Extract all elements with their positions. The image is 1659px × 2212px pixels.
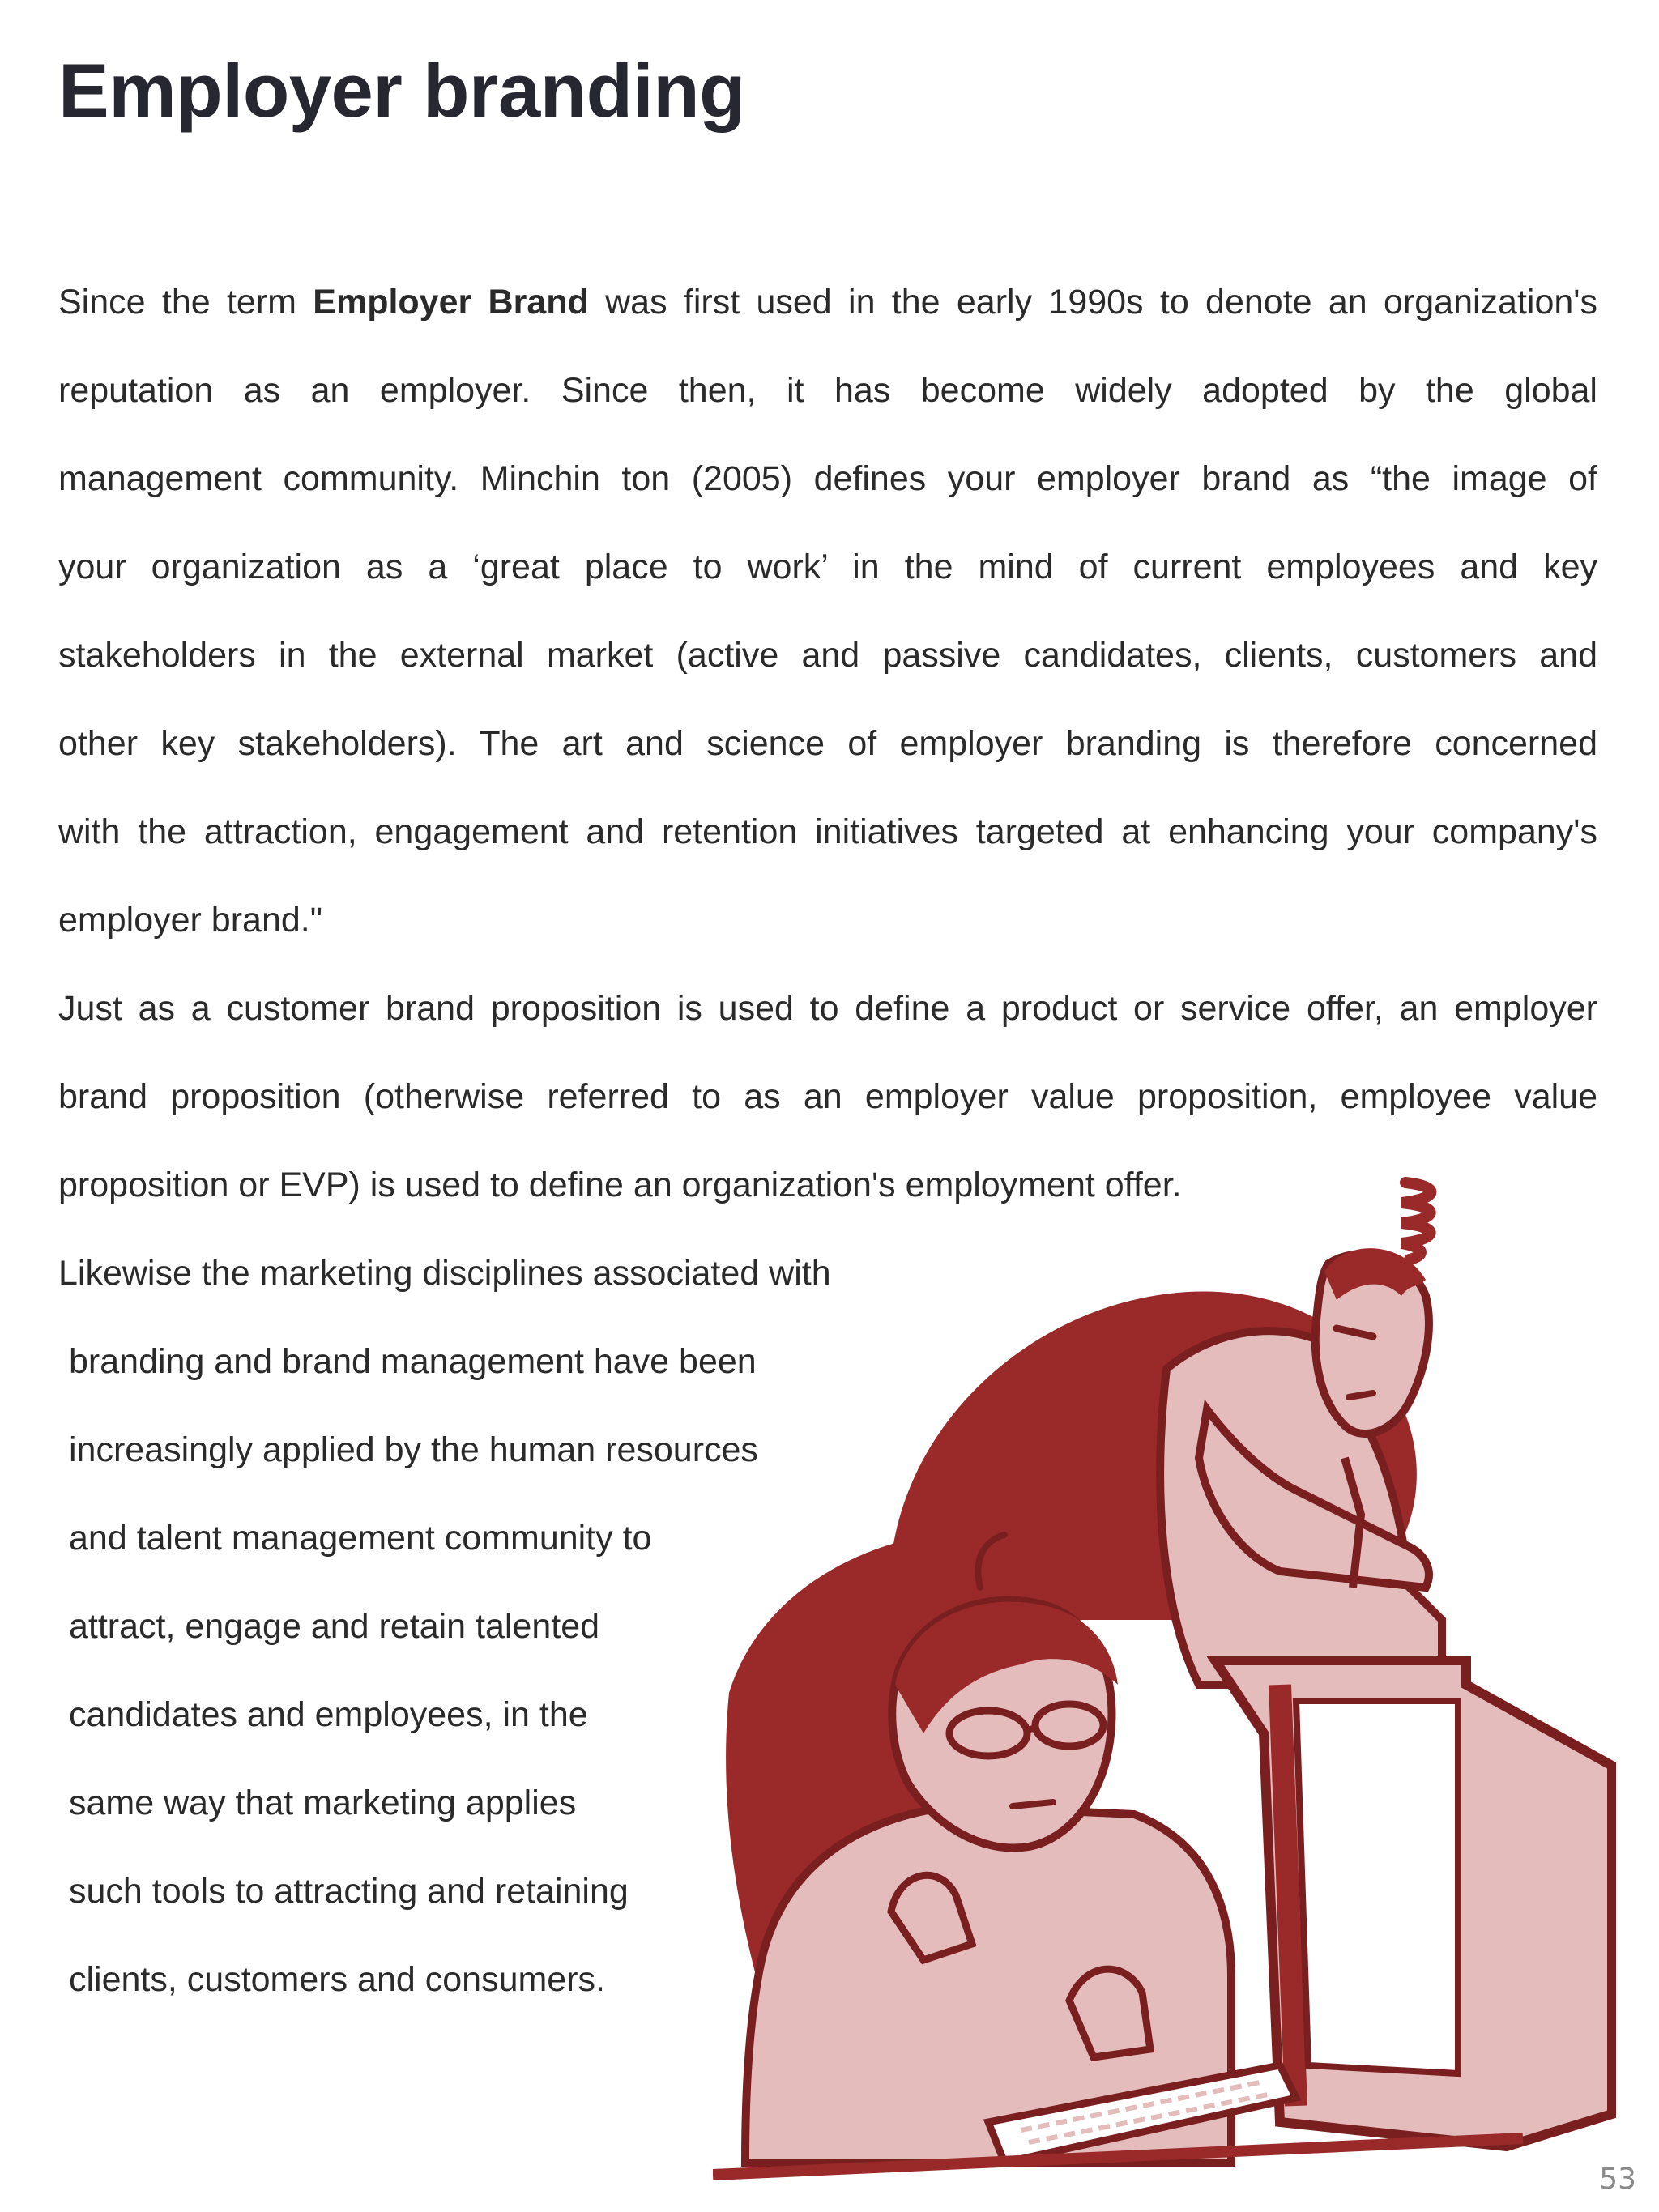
paragraph-1-line-6: other key stakeholders). The art and science of employer branding is therefore concerned	[58, 724, 1597, 763]
seated-man-mouth	[1013, 1802, 1053, 1806]
office-workers-illustration	[713, 1166, 1616, 2191]
paragraph-2-line-2: brand proposition (otherwise referred to as an employer value proposition, employee value	[58, 1077, 1597, 1116]
paragraph-1-line-7: with the attraction, engagement and retention initiatives targeted at enhancing your company's	[58, 812, 1597, 851]
squiggle-mark	[1401, 1183, 1431, 1259]
paragraph-3-line-9: clients, customers and consumers.	[69, 1960, 605, 1999]
paragraph-3-line-4: and talent management community to	[69, 1519, 652, 1558]
monitor-inner-frame	[1296, 1701, 1458, 2073]
paragraph-3-line-3: increasingly applied by the human resources	[69, 1430, 758, 1469]
paragraph-1-line-2: reputation as an employer. Since then, it has become widely adopted by the global	[58, 371, 1597, 410]
paragraph-1-line-4: your organization as a ‘great place to work’ in the mind of current employees and key	[58, 548, 1597, 586]
page-number: 53	[1599, 2163, 1636, 2196]
employer-brand-term: Employer Brand	[313, 283, 589, 322]
paragraph-3-line-5: attract, engage and retain talented	[69, 1607, 600, 1646]
paragraph-3-line-6: candidates and employees, in the	[69, 1695, 588, 1734]
paragraph-1-line-3: management community. Minchin ton (2005) defines your employer brand as “the image of	[58, 459, 1597, 498]
paragraph-3-line-2: branding and brand management have been	[69, 1342, 757, 1381]
text-span: Since the term	[58, 283, 313, 322]
monitor-screen-edge	[1280, 1685, 1296, 2106]
paragraph-3-line-7: same way that marketing applies	[69, 1784, 577, 1822]
paragraph-2-line-1: Just as a customer brand proposition is used to define a product or service offer, an employer	[58, 989, 1597, 1028]
paragraph-1-line-8: employer brand."	[58, 901, 322, 940]
paragraph-1-line-1	[58, 279, 1597, 326]
paragraph-1-line-5: stakeholders in the external market (active and passive candidates, clients, customers and	[58, 636, 1597, 675]
paragraph-3-line-1: Likewise the marketing disciplines associated with	[58, 1254, 831, 1293]
paragraph-3-line-8: such tools to attracting and retaining	[69, 1872, 629, 1911]
glasses-bridge	[1026, 1728, 1035, 1731]
text-span: was first used in the early 1990s to denote an organization's	[588, 283, 1597, 322]
paragraph-2-line-3: proposition or EVP) is used to define an organization's employment offer.	[58, 1166, 1182, 1204]
standing-man-mouth	[1349, 1393, 1373, 1397]
page-title: Employer branding	[58, 48, 746, 133]
